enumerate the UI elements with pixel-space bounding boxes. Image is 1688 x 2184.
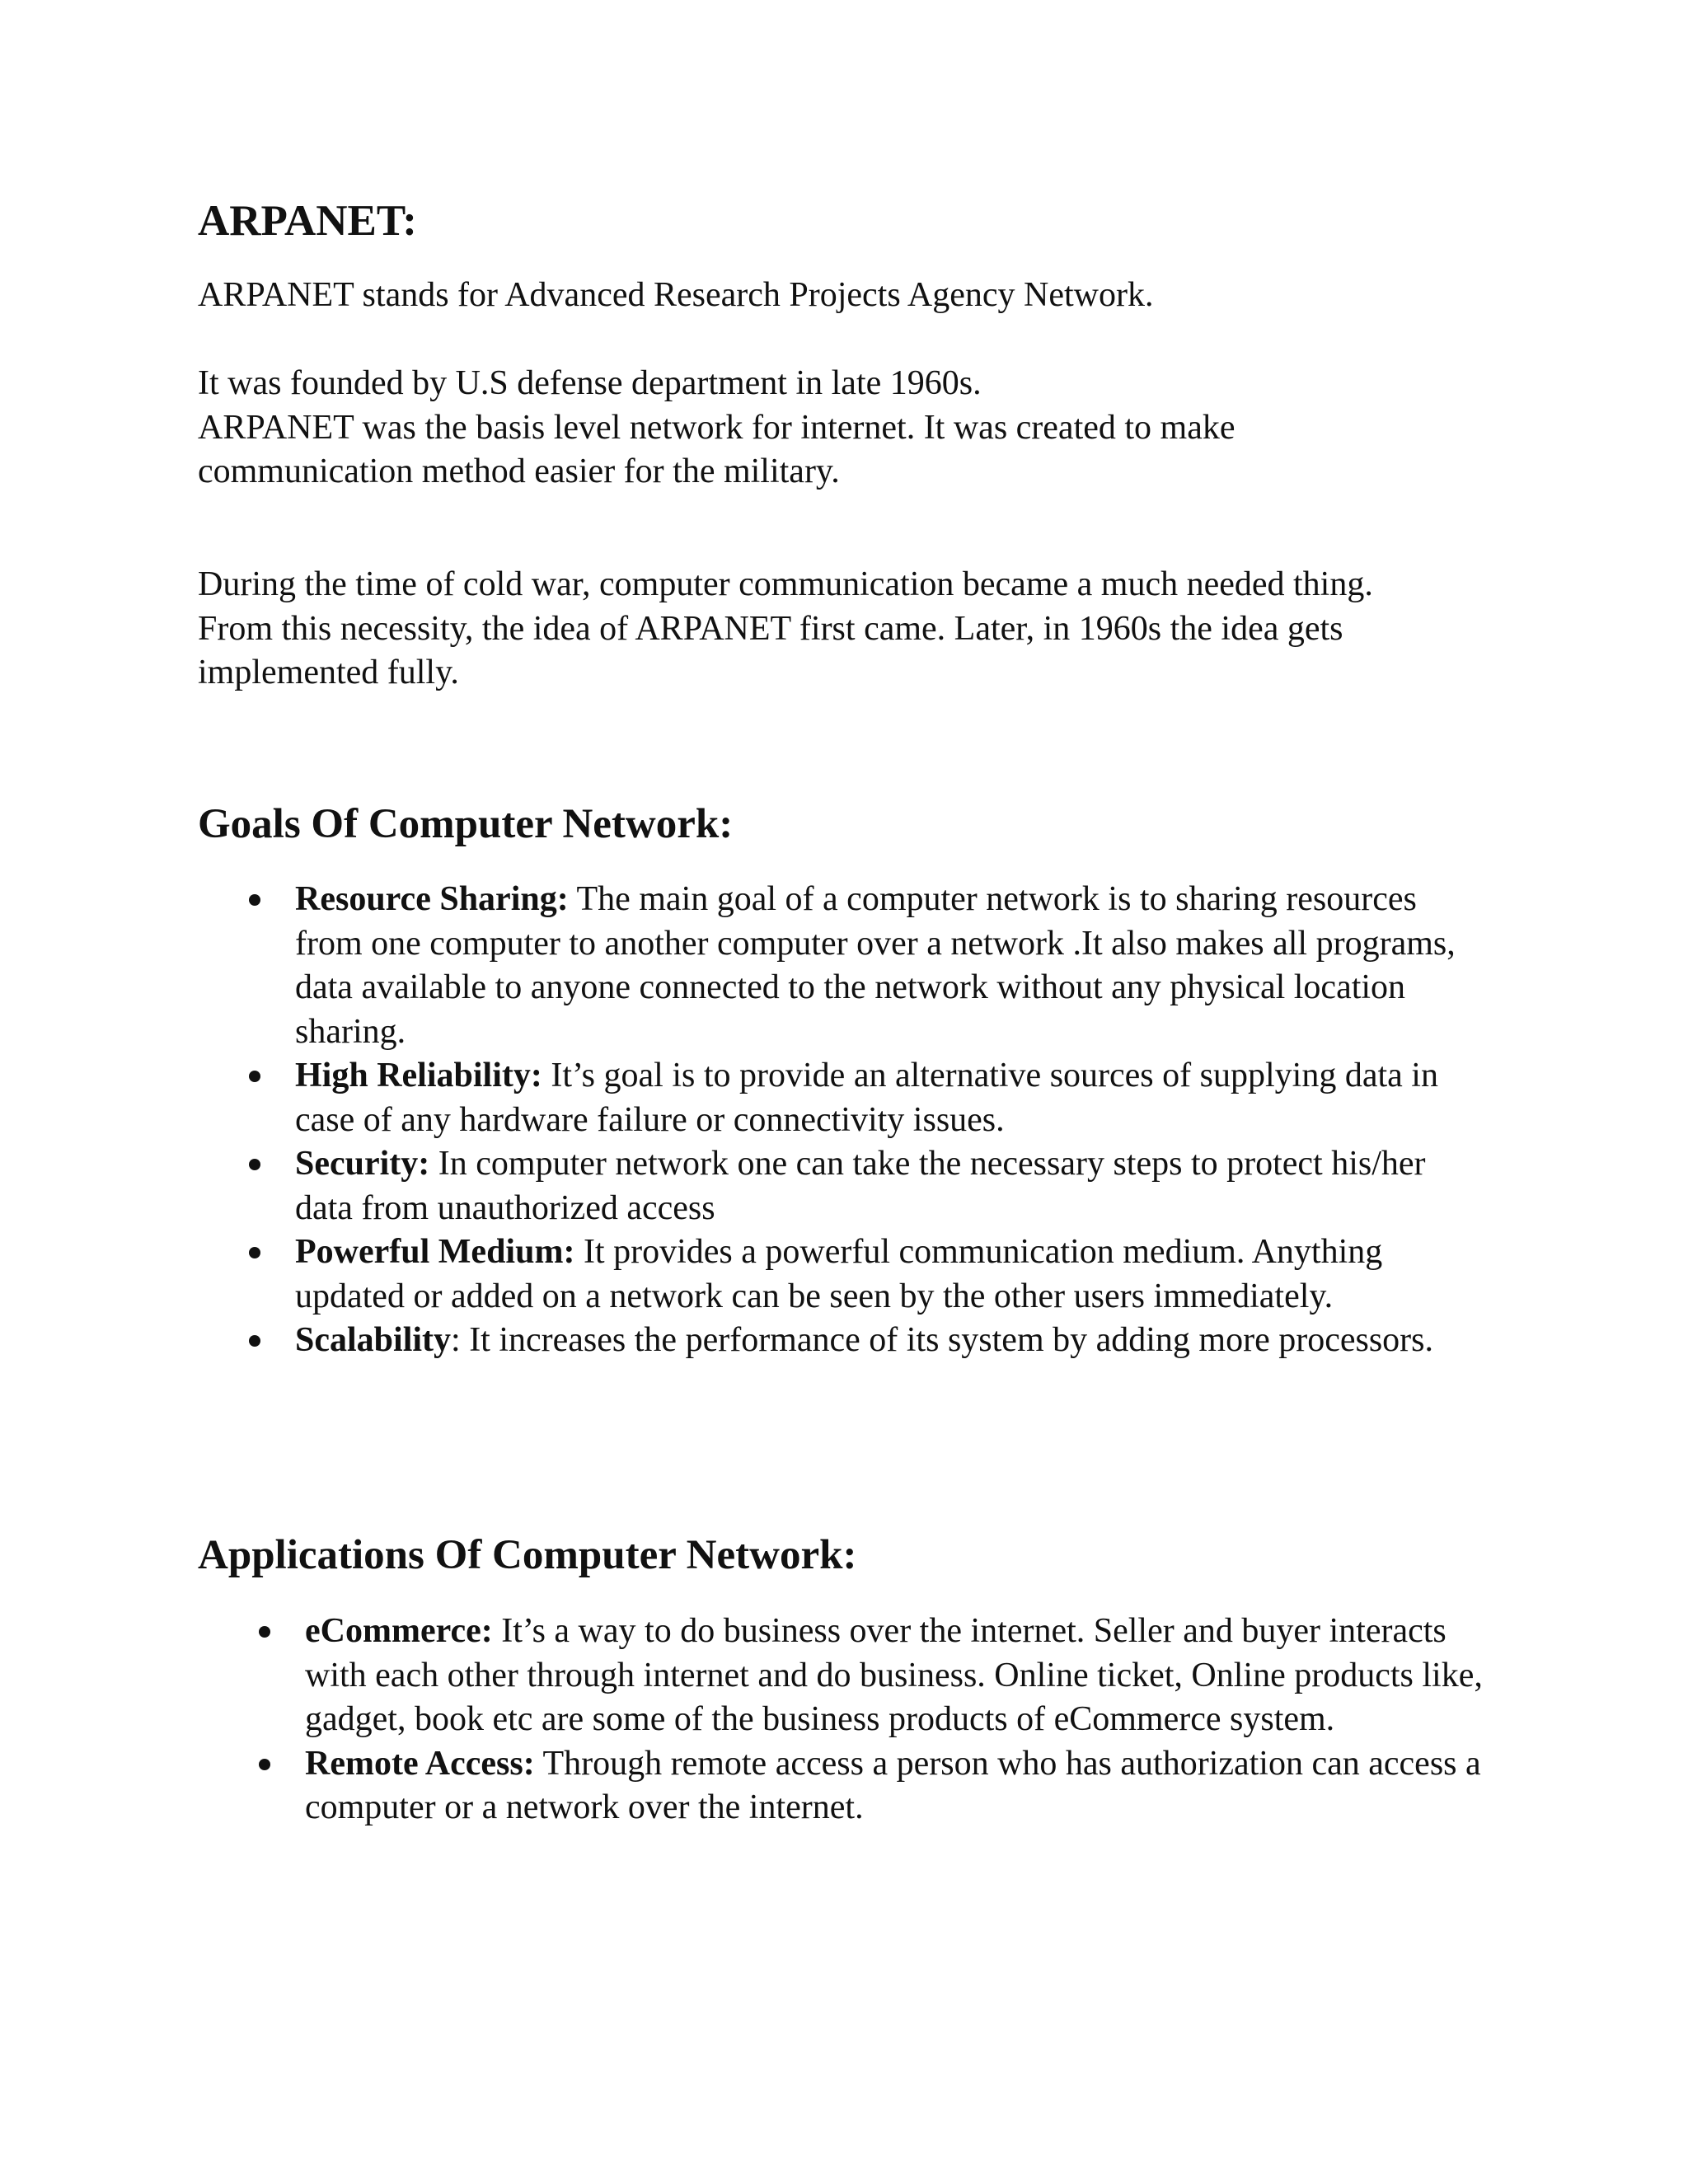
goals-heading: Goals Of Computer Network: <box>198 801 734 847</box>
goal-item <box>198 1230 1484 1319</box>
bullet-icon <box>259 1626 270 1638</box>
arpanet-heading: ARPANET: <box>198 197 417 245</box>
application-term: Remote Access: <box>305 1744 535 1783</box>
goal-term: Powerful Medium: <box>295 1233 575 1271</box>
goal-text: It’s goal is to provide an alternative sources of supplying data in case of any hardware failure or connectivity issues. <box>295 1057 1438 1139</box>
goals-list-block <box>198 878 1484 1363</box>
bullet-icon <box>259 1759 270 1770</box>
applications-heading-block <box>198 1530 1517 1580</box>
arpanet-paragraph-4-block <box>198 563 1451 696</box>
application-term: eCommerce: <box>305 1612 493 1650</box>
bullet-icon <box>249 1247 260 1258</box>
goal-text: : It increases the performance of its system by adding more processors. <box>451 1321 1434 1359</box>
goal-item <box>198 1319 1484 1363</box>
goal-term: High Reliability: <box>295 1057 542 1094</box>
applications-heading: Applications Of Computer Network: <box>198 1532 857 1578</box>
application-item <box>198 1610 1500 1742</box>
arpanet-paragraph-2: It was founded by U.S defense department in late 1960s. <box>198 364 982 402</box>
application-item <box>198 1742 1500 1830</box>
goal-term: Scalability <box>295 1321 452 1359</box>
arpanet-paragraph-2-block <box>198 362 1409 494</box>
arpanet-paragraph-3: ARPANET was the basis level network for internet. It was created to make communication method easier for the military. <box>198 408 1236 490</box>
bullet-icon <box>249 1335 260 1347</box>
applications-list <box>198 1610 1500 1830</box>
goal-text: It provides a powerful communication medium. Anything updated or added on a network can be seen by the other users immediately. <box>295 1233 1383 1315</box>
bullet-icon <box>249 1071 260 1082</box>
arpanet-paragraph-1-block <box>198 274 1500 318</box>
applications-list-block <box>198 1610 1500 1830</box>
goal-term: Resource Sharing: <box>295 880 569 918</box>
goal-item <box>198 1142 1484 1230</box>
goal-item <box>198 878 1484 1054</box>
bullet-icon <box>249 1159 260 1170</box>
bullet-icon <box>249 894 260 906</box>
arpanet-paragraph-1: ARPANET stands for Advanced Research Projects Agency Network. <box>198 276 1154 314</box>
arpanet-paragraph-4: During the time of cold war, computer communication became a much needed thing. From this necessity, the idea of ARPANET first came. Later, in 1960s the idea gets implemented fully. <box>198 565 1373 691</box>
application-text: Through remote access a person who has authorization can access a computer or a network over the internet. <box>305 1744 1481 1826</box>
goal-text: In computer network one can take the necessary steps to protect his/her data from unauthorized access <box>295 1145 1426 1227</box>
goal-text: The main goal of a computer network is to sharing resources from one computer to another computer over a network .It also makes all programs, data available to anyone connected to the network without any physical location sharing. <box>295 880 1456 1051</box>
application-text: It’s a way to do business over the internet. Seller and buyer interacts with each other through internet and do business. Online ticket, Online products like, gadget, book etc are some of the business products of eCommerce system. <box>305 1612 1483 1738</box>
arpanet-section <box>198 196 1517 246</box>
goals-list <box>198 878 1484 1363</box>
goal-term: Security: <box>295 1145 430 1183</box>
goal-item <box>198 1054 1484 1142</box>
goals-heading-block <box>198 799 1517 849</box>
